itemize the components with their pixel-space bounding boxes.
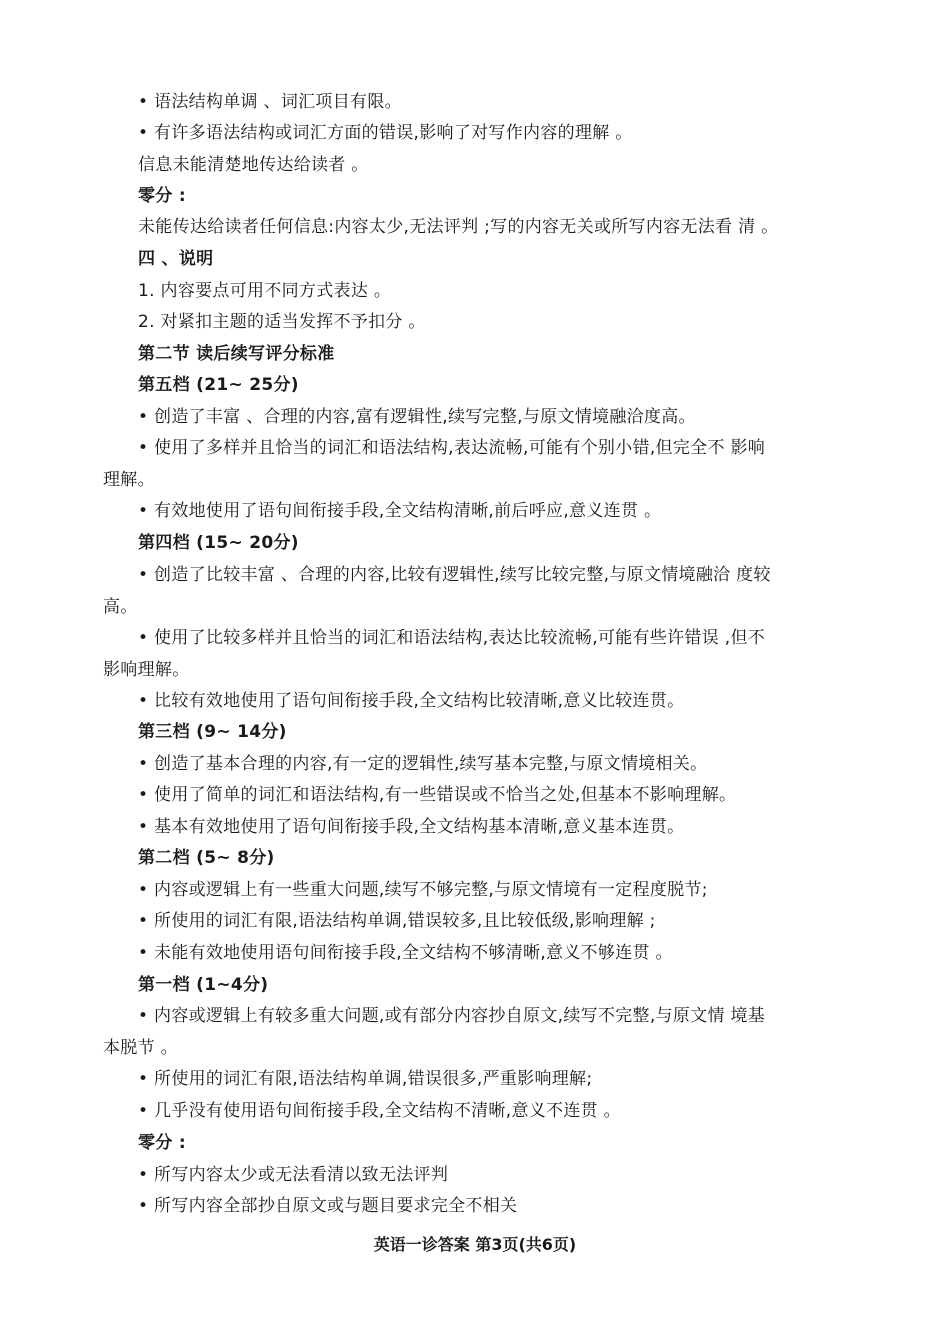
bullet-line: • 所写内容太少或无法看清以致无法评判	[138, 1165, 449, 1185]
grade-heading: 第五档 (21~ 25分)	[138, 375, 299, 395]
text-line: 本脱节 。	[103, 1038, 178, 1058]
bullet-line: • 创造了基本合理的内容,有一定的逻辑性,续写基本完整,与原文情境相关。	[138, 754, 708, 774]
bullet-line: • 内容或逻辑上有较多重大问题,或有部分内容抄自原文,续写不完整,与原文情 境基	[138, 1006, 766, 1026]
section-heading: 四 、说明	[138, 249, 214, 269]
bullet-line: • 比较有效地使用了语句间衔接手段,全文结构比较清晰,意义比较连贯。	[138, 691, 685, 711]
section-heading: 第二节 读后续写评分标准	[138, 344, 335, 364]
numbered-line: 1. 内容要点可用不同方式表达 。	[138, 281, 392, 301]
section-heading: 零分 :	[138, 1133, 186, 1153]
page-footer: 英语一诊答案 第3页(共6页)	[373, 1235, 577, 1254]
bullet-line: • 所使用的词汇有限,语法结构单调,错误很多,严重影响理解;	[138, 1069, 593, 1089]
numbered-line: 2. 对紧扣主题的适当发挥不予扣分 。	[138, 312, 426, 332]
bullet-line: • 创造了丰富 、合理的内容,富有逻辑性,续写完整,与原文情境融洽度高。	[138, 407, 696, 427]
text-line: 影响理解。	[103, 660, 190, 680]
bullet-line: • 有效地使用了语句间衔接手段,全文结构清晰,前后呼应,意义连贯 。	[138, 501, 662, 521]
bullet-line: • 使用了简单的词汇和语法结构,有一些错误或不恰当之处,但基本不影响理解。	[138, 785, 737, 805]
grade-heading: 第四档 (15~ 20分)	[138, 533, 299, 553]
bullet-line: • 使用了比较多样并且恰当的词汇和语法结构,表达比较流畅,可能有些许错误 ,但不	[138, 628, 766, 648]
bullet-line: • 有许多语法结构或词汇方面的错误,影响了对写作内容的理解 。	[138, 123, 633, 143]
text-line: 理解。	[103, 470, 155, 490]
grade-heading: 第三档 (9~ 14分)	[138, 722, 287, 742]
bullet-line: • 使用了多样并且恰当的词汇和语法结构,表达流畅,可能有个别小错,但完全不 影响	[138, 438, 766, 458]
bullet-line: • 所使用的词汇有限,语法结构单调,错误较多,且比较低级,影响理解 ;	[138, 911, 656, 931]
bullet-line: • 几乎没有使用语句间衔接手段,全文结构不清晰,意义不连贯 。	[138, 1101, 621, 1121]
bullet-line: • 未能有效地使用语句间衔接手段,全文结构不够清晰,意义不够连贯 。	[138, 943, 673, 963]
bullet-line: • 内容或逻辑上有一些重大问题,续写不够完整,与原文情境有一定程度脱节;	[138, 880, 708, 900]
grade-heading: 第一档 (1~4分)	[138, 975, 269, 995]
bullet-line: • 创造了比较丰富 、合理的内容,比较有逻辑性,续写比较完整,与原文情境融洽 度较	[138, 565, 771, 585]
bullet-line: • 所写内容全部抄自原文或与题目要求完全不相关	[138, 1196, 518, 1216]
bullet-line: • 基本有效地使用了语句间衔接手段,全文结构基本清晰,意义基本连贯。	[138, 817, 685, 837]
bullet-line: • 语法结构单调 、词汇项目有限。	[138, 92, 402, 112]
text-line: 高。	[103, 597, 138, 617]
section-heading: 零分 :	[138, 186, 186, 206]
text-line: 信息未能清楚地传达给读者 。	[138, 155, 369, 175]
text-line: 未能传达给读者任何信息:内容太少,无法评判 ;写的内容无关或所写内容无法看 清 。	[138, 217, 779, 237]
grade-heading: 第二档 (5~ 8分)	[138, 848, 275, 868]
